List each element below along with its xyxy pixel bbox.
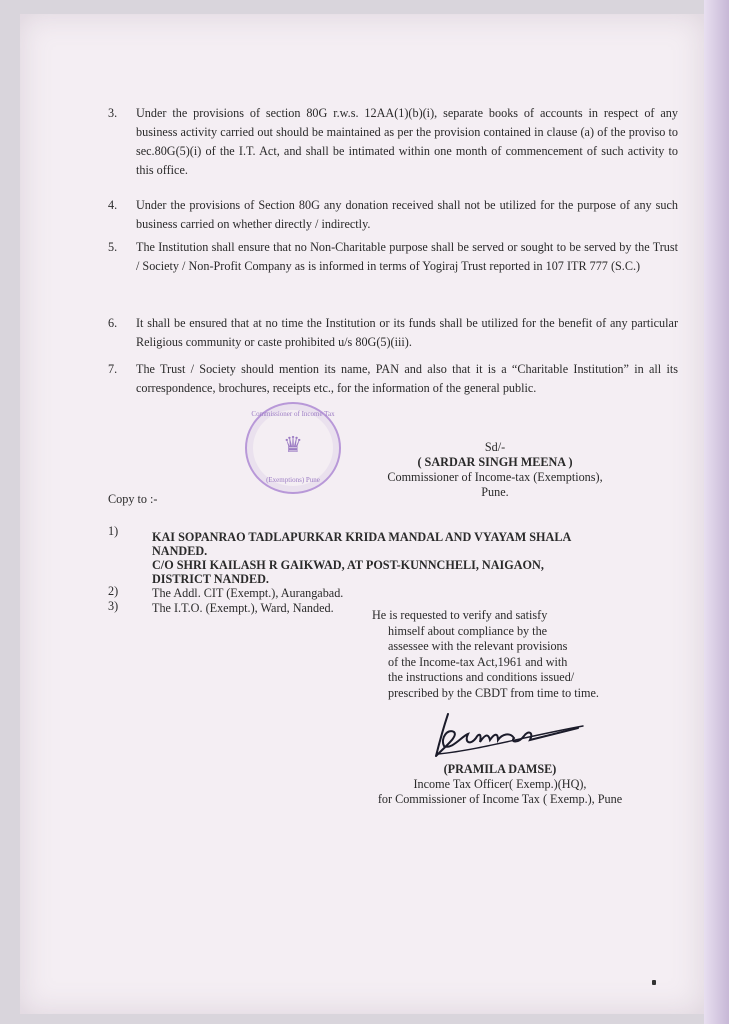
official-stamp [245, 402, 341, 494]
copy-item-number: 2) [108, 584, 119, 598]
address-line: NANDED. [152, 544, 208, 558]
copy-item-number: 3) [108, 599, 119, 613]
address-line: KAI SOPANRAO TADLAPURKAR KRIDA MANDAL AND VYAYAM SHALA [152, 530, 572, 544]
copy-recipient-3: The I.T.O. (Exempt.), Ward, Nanded. [152, 601, 334, 615]
clause-number: 7. [108, 362, 118, 376]
address-line: DISTRICT NANDED. [152, 572, 269, 586]
clause-number: 4. [108, 198, 118, 212]
clause-text: It shall be ensured that at no time the Institution or its funds shall be utilized for the benefit of any particular Religious community or caste prohibited u/s 80G(5)(iii). [136, 316, 678, 349]
copy-recipient-1 [152, 530, 571, 586]
clause-number: 3. [108, 106, 118, 120]
copy-recipient-2: The Addl. CIT (Exempt.), Aurangabad. [152, 586, 344, 600]
clause-6 [108, 314, 678, 352]
note-line: of the Income-tax Act,1961 and with [388, 654, 568, 669]
verification-note [372, 608, 637, 701]
clause-text: Under the provisions of section 80G r.w.s. 12AA(1)(b)(i), separate books of accounts in respect of any business activity carried out should be maintained as per the provision contained in clause (a) of the proviso to sec.80G(5)(i) of the I.T. Act, and shall be intimated within one month of commencement of such activity to this office. [136, 106, 678, 177]
note-line: the instructions and conditions issued/ [388, 670, 575, 684]
signatory-place: Pune. [481, 485, 509, 499]
stamp-bottom-text: (Exemptions) Pune [266, 476, 320, 484]
clause-text: The Institution shall ensure that no Non-Charitable purpose shall be served or sought to be served by the Trust / Society / Non-Profit Company as is informed in terms of Yogiraj Trust reported in 107 ITR 777 (S.C.) [136, 240, 678, 273]
sd-mark: Sd/- [484, 440, 506, 454]
note-line: prescribed by the CBDT from time to time. [388, 685, 599, 700]
signatory-commissioner [360, 440, 630, 500]
note-line: assessee with the relevant provisions [388, 639, 568, 653]
handwritten-signature [418, 706, 588, 766]
signatory-designation: Income Tax Officer( Exemp.)(HQ), [413, 777, 587, 791]
note-line: himself about compliance by the [388, 623, 548, 638]
signatory-ito [350, 762, 650, 807]
clause-text: The Trust / Society should mention its name, PAN and also that it is a “Charitable Institution” in all its correspondence, brochures, receipts etc., for the information of the general public. [136, 362, 678, 395]
note-line: He is requested to verify and satisfy [372, 608, 548, 622]
clause-3 [108, 104, 678, 180]
clause-5 [108, 238, 678, 276]
clause-4 [108, 196, 678, 234]
clause-7 [108, 360, 678, 398]
page-speck [652, 980, 656, 985]
page-edge [704, 0, 729, 1024]
address-line: C/O SHRI KAILASH R GAIKWAD, AT POST-KUNNCHELI, NAIGAON, [152, 558, 544, 572]
clause-text: Under the provisions of Section 80G any donation received shall not be utilized for the purpose of any such business carried on whether directly / indirectly. [136, 198, 678, 231]
copy-item-number: 1) [108, 524, 119, 538]
signatory-name: ( SARDAR SINGH MEENA ) [417, 455, 573, 469]
signatory-for-line: for Commissioner of Income Tax ( Exemp.), Pune [377, 792, 623, 806]
clause-number: 5. [108, 240, 118, 254]
emblem-icon: ♛ [283, 432, 303, 457]
stamp-top-text: Commissioner of Income Tax [251, 410, 335, 418]
signatory-name: (PRAMILA DAMSE) [443, 762, 557, 776]
signatory-designation: Commissioner of Income-tax (Exemptions), [387, 470, 603, 484]
clause-number: 6. [108, 316, 118, 330]
copy-to-heading: Copy to :- [108, 492, 158, 506]
